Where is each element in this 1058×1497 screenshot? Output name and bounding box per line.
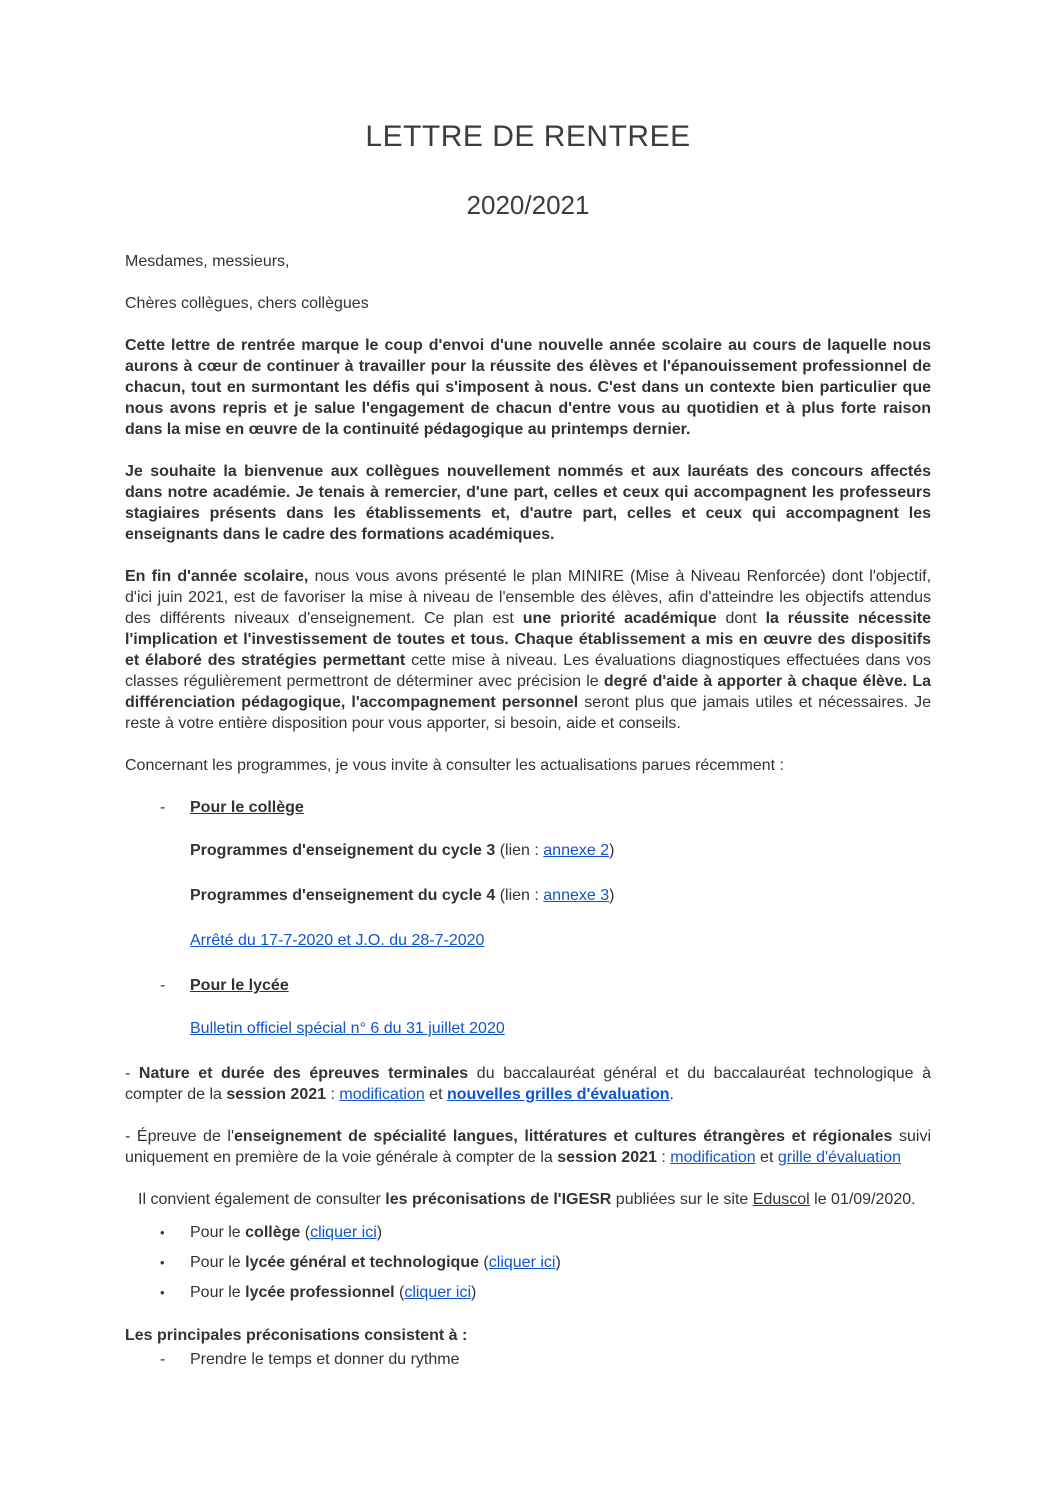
text-run: Les principales préconisations consistent à : [125, 1327, 468, 1344]
text-run: Programmes d'enseignement du cycle 4 [190, 887, 500, 904]
dash-marker: - [160, 977, 166, 994]
text-run: Cette lettre de rentrée marque le coup d'envoi d'une nouvelle année scolaire au cours de laquelle nous aurons à cœur de continuer à travailler pour la réussite des élèves et l'épanouissement professionnel de chacun, tout en surmontant les défis qui s'imposent à nous. C'est dans un contexte bien particulier que nous avons repris et je salue l'engagement de chacun d'entre vous au quotidien et à plus forte raison dans la mise en œuvre de la continuité pédagogique au printemps dernier. [125, 337, 931, 438]
text-run: et [424, 1086, 447, 1103]
salutation-collegues [125, 293, 931, 314]
text-run: degré d'aide à apporter à chaque élève. La différenciation pédagogique, l'accompagnement personnel [125, 673, 932, 711]
paragraph-epreuve-specialite [125, 1126, 931, 1168]
line-programmes-cycle-3 [190, 840, 931, 861]
text-run: (lien : [499, 842, 544, 859]
paragraph-bienvenue [125, 461, 931, 545]
text-run: session 2021 [557, 1149, 657, 1166]
text-run: les préconisations de l'IGESR [385, 1191, 612, 1208]
text-run: dont [716, 610, 766, 627]
document-content [125, 251, 931, 1370]
text-run: nous vous avons présenté le plan MINIRE (Mise à Niveau Renforcée) dont l'objectif, d'ici juin 2021, est de favoriser la mise à niveau de l'ensemble des élèves, afin d'atteindre les objectifs attendus des différents niveaux d'enseignement. Ce plan est [125, 568, 932, 627]
item-pour-le-college [125, 797, 931, 818]
text-run: ) [376, 1224, 383, 1241]
text-run: Concernant les programmes, je vous invite à consulter les actualisations parues récemment : [125, 757, 784, 774]
bullet-college [125, 1220, 931, 1245]
heading-preconisations [125, 1325, 931, 1346]
item-pour-le-lycee [125, 975, 931, 996]
text-run: ( [478, 1254, 489, 1271]
text-run: - Épreuve de l' [125, 1128, 235, 1145]
text-run: ( [300, 1224, 311, 1241]
text-run: Pour le lycée [190, 977, 289, 994]
paragraph-programmes [125, 755, 931, 776]
text-run: cette mise à niveau. Les évaluations diagnostiques effectuées dans vos classes régulièrement permettront de déterminer avec précision le [125, 652, 932, 690]
link-nouvelles-grilles-evaluation[interactable]: nouvelles grilles d'évaluation [446, 1086, 670, 1103]
bullet-marker: • [160, 1225, 165, 1240]
paragraph-igesr [138, 1189, 931, 1210]
text-run: : [326, 1086, 340, 1103]
bullet-marker: • [160, 1255, 165, 1270]
link-grille-evaluation[interactable]: grille d'évaluation [777, 1149, 901, 1166]
dash-marker: - [160, 799, 166, 816]
text-run: Pour le [190, 1284, 246, 1301]
text-run: ) [609, 842, 615, 859]
text-run: ( [394, 1284, 405, 1301]
item-prendre-le-temps [125, 1349, 931, 1370]
page-title: LETTRE DE RENTREE [365, 120, 691, 153]
paragraph-epreuves-terminales [125, 1063, 931, 1105]
link-modification-specialite[interactable]: modification [670, 1149, 756, 1166]
text-run: Programmes d'enseignement du cycle 3 [190, 842, 500, 859]
text-run: Je souhaite la bienvenue aux collègues nouvellement nommés et aux lauréats des concours affectés dans notre académie. Je tenais à remercier, d'une part, celles et ceux qui accompagnent les professeurs stagiaires présents dans les établissements et, d'autre part, celles et ceux qui accompagnent les enseignants dans le cadre des formations académiques. [125, 463, 931, 543]
text-run: - [125, 1065, 139, 1082]
paragraph-plan-minire [125, 566, 931, 734]
text-run: Il convient également de consulter [138, 1191, 386, 1208]
link-cliquer-ici-lycee-gt[interactable]: cliquer ici [488, 1254, 556, 1271]
text-run: Mesdames, messieurs, [125, 253, 290, 270]
page-subtitle: 2020/2021 [466, 190, 590, 220]
salutation-mesdames [125, 251, 931, 272]
text-run: Pour le [190, 1224, 246, 1241]
link-bulletin-officiel[interactable]: Bulletin officiel spécial n° 6 du 31 juillet 2020 [190, 1020, 505, 1037]
text-run: Prendre le temps et donner du rythme [190, 1351, 460, 1368]
text-run: En fin d'année scolaire, [125, 568, 309, 585]
text-run: Pour le collège [190, 799, 304, 816]
text-run: le 01/09/2020. [809, 1191, 916, 1208]
text-run: publiées sur le site [611, 1191, 753, 1208]
bullet-marker: • [160, 1285, 165, 1300]
text-run: du baccalauréat général et du baccalauréat technologique à compter de la [125, 1065, 932, 1103]
dash-marker: - [160, 1351, 166, 1368]
text-run: enseignement de spécialité langues, littératures et cultures étrangères et régionales [234, 1128, 893, 1145]
text-run: ) [609, 887, 615, 904]
text-run: lycée général et technologique [245, 1254, 479, 1271]
link-modification-bac[interactable]: modification [339, 1086, 425, 1103]
text-run: . [669, 1086, 674, 1103]
text-run: ) [471, 1284, 477, 1301]
text-run: seront plus que jamais utiles et nécessaires. Je reste à votre entière disposition pour vous apporter, si besoin, aide et conseils. [125, 694, 931, 732]
link-arrete-jo[interactable]: Arrêté du 17-7-2020 et J.O. du 28-7-2020 [190, 932, 485, 949]
text-run: (lien : [499, 887, 544, 904]
line-bulletin-officiel [190, 1018, 931, 1039]
line-programmes-cycle-4 [190, 885, 931, 906]
link-annexe-2[interactable]: annexe 2 [543, 842, 610, 859]
text-run: Chères collègues, chers collègues [125, 295, 369, 312]
text-run: collège [245, 1224, 301, 1241]
paragraph-intro [125, 335, 931, 440]
text-run: session 2021 [226, 1086, 327, 1103]
text-run: suivi uniquement en première de la voie générale à compter de la [125, 1128, 932, 1166]
text-run: Nature et durée des épreuves terminales [138, 1065, 469, 1082]
bullet-lycee-professionnel [125, 1280, 931, 1305]
bullet-lycee-general-technologique [125, 1250, 931, 1275]
text-run: ) [555, 1254, 561, 1271]
text-run: et [755, 1149, 778, 1166]
text-run: lycée professionnel [245, 1284, 395, 1301]
text-run: une priorité académique [522, 610, 717, 627]
text-run: la réussite nécessite l'implication et l'investissement de toutes et tous. Chaque établissement a mis en œuvre des dispositifs et élaboré des stratégies permettant [125, 610, 932, 669]
link-cliquer-ici-college[interactable]: cliquer ici [310, 1224, 377, 1241]
text-run: : [656, 1149, 671, 1166]
text-run: Pour le [190, 1254, 246, 1271]
link-annexe-3[interactable]: annexe 3 [543, 887, 610, 904]
text-eduscol: Eduscol [752, 1191, 810, 1208]
link-cliquer-ici-lycee-pro[interactable]: cliquer ici [404, 1284, 471, 1301]
line-arrete [190, 930, 931, 951]
